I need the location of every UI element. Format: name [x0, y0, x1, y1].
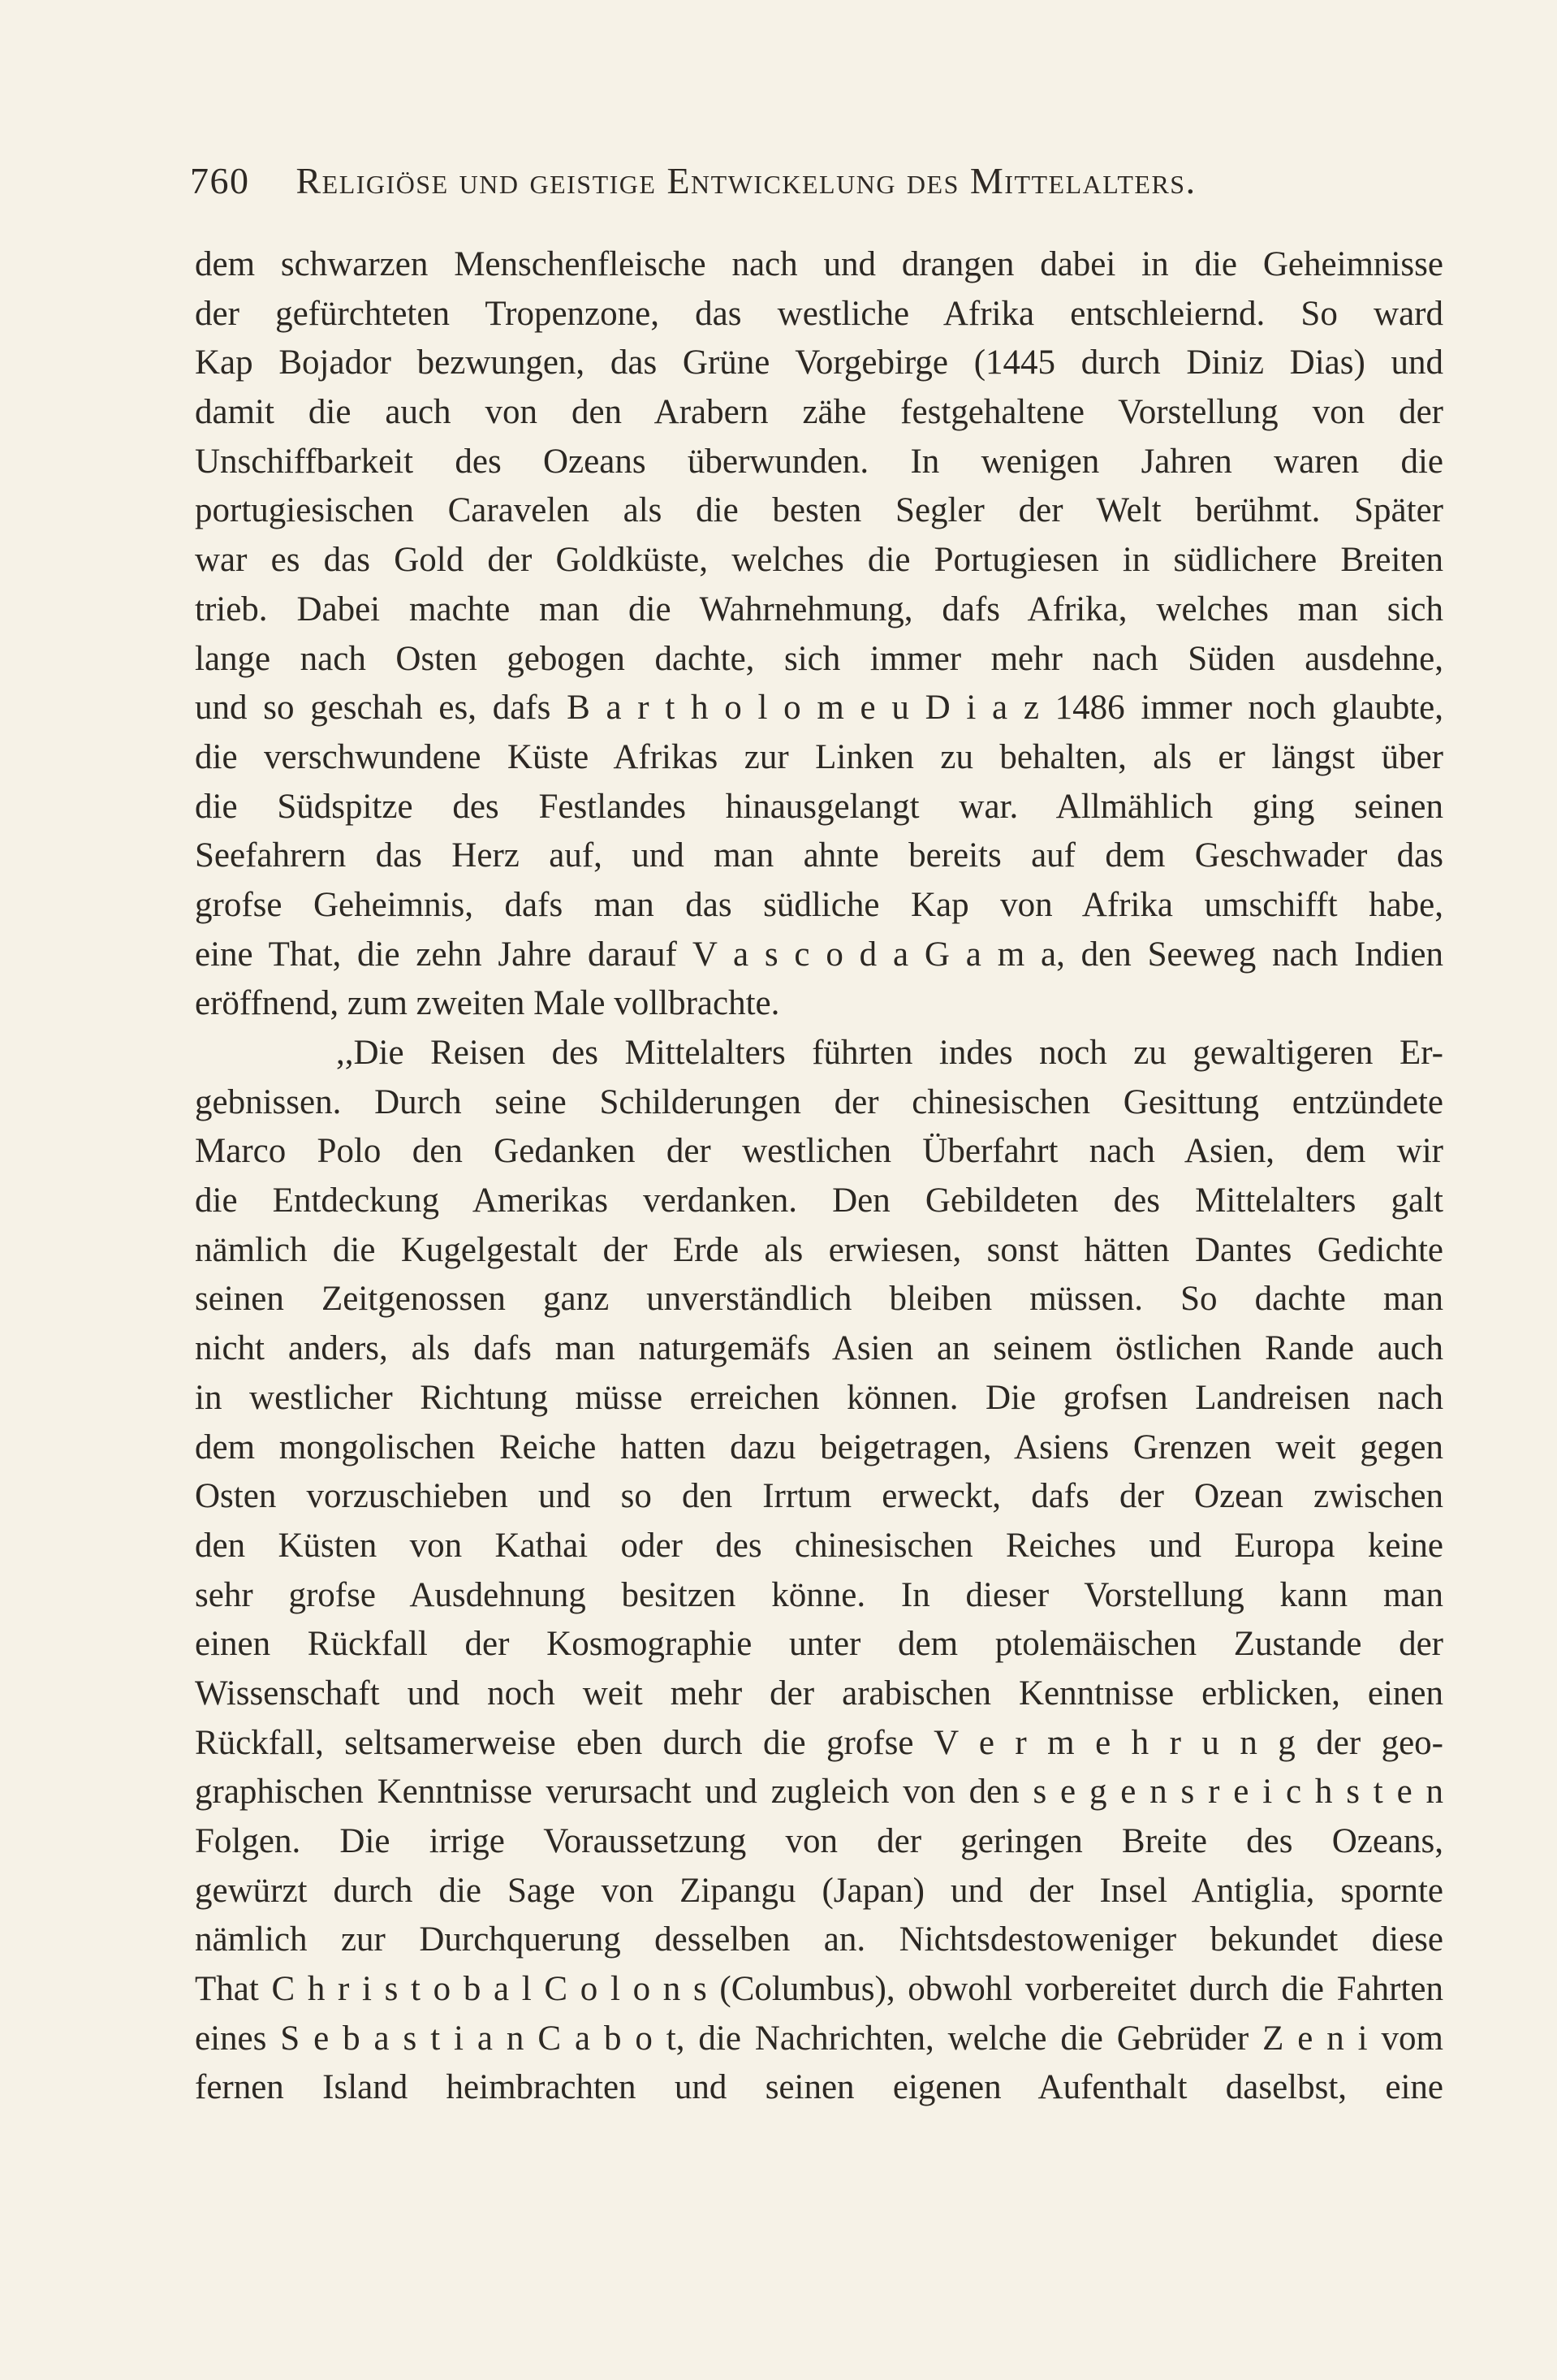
- running-header: [190, 159, 1359, 202]
- text-line: Unschiffbarkeit des Ozeans überwunden. In wenigen Jahren waren die: [195, 442, 1443, 481]
- text-line: nämlich die Kugelgestalt der Erde als erwiesen, sonst hätten Dantes Gedichte: [195, 1230, 1443, 1269]
- text-line: ,,Die Reisen des Mittelalters führten indes noch zu gewaltigeren Er-: [336, 1034, 1443, 1072]
- text-line: der gefürchteten Tropenzone, das westliche Afrika entschleiernd. So ward: [195, 294, 1443, 333]
- text-line: portugiesischen Caravelen als die besten Segler der Welt berühmt. Später: [195, 491, 1443, 530]
- text-line: gebnissen. Durch seine Schilderungen der chinesischen Gesittung entzündete: [195, 1082, 1443, 1121]
- text-line: That C h r i s t o b a l C o l o n s (Columbus), obwohl vorbereitet durch die Fahrten: [195, 1970, 1443, 2009]
- text-line: die Südspitze des Festlandes hinausgelangt war. Allmählich ging seinen: [195, 787, 1443, 826]
- text-line: die verschwundene Küste Afrikas zur Linken zu behalten, als er längst über: [195, 737, 1443, 776]
- page-number: 760: [190, 160, 250, 201]
- text-line: trieb. Dabei machte man die Wahrnehmung, dafs Afrika, welches man sich: [195, 590, 1443, 628]
- body-text: [195, 240, 1443, 2113]
- text-line: den Küsten von Kathai oder des chinesischen Reiches und Europa keine: [195, 1526, 1443, 1565]
- text-line: sehr grofse Ausdehnung besitzen könne. In dieser Vorstellung kann man: [195, 1575, 1443, 1614]
- text-line: und so geschah es, dafs B a r t h o l o m e u D i a z 1486 immer noch glaubte,: [195, 689, 1443, 728]
- text-line: nämlich zur Durchquerung desselben an. Nichtsdestoweniger bekundet diese: [195, 1920, 1443, 1959]
- text-line: Folgen. Die irrige Voraussetzung von der geringen Breite des Ozeans,: [195, 1822, 1443, 1860]
- text-line: war es das Gold der Goldküste, welches die Portugiesen in südlichere Breiten: [195, 541, 1443, 580]
- text-line: in westlicher Richtung müsse erreichen können. Die grofsen Landreisen nach: [195, 1378, 1443, 1417]
- text-line: fernen Island heimbrachten und seinen eigenen Aufenthalt daselbst, eine: [195, 2068, 1443, 2107]
- text-line: graphischen Kenntnisse verursacht und zugleich von den s e g e n s r e i c h s t e n: [195, 1773, 1443, 1812]
- text-line: Kap Bojador bezwungen, das Grüne Vorgebirge (1445 durch Diniz Dias) und: [195, 343, 1443, 382]
- text-line: lange nach Osten gebogen dachte, sich immer mehr nach Süden ausdehne,: [195, 639, 1443, 678]
- text-line: nicht anders, als dafs man naturgemäfs Asien an seinem östlichen Rande auch: [195, 1329, 1443, 1368]
- text-line: Marco Polo den Gedanken der westlichen Überfahrt nach Asien, dem wir: [195, 1132, 1443, 1171]
- text-line: Seefahrern das Herz auf, und man ahnte bereits auf dem Geschwader das: [195, 836, 1443, 875]
- text-line: Wissenschaft und noch weit mehr der arabischen Kenntnisse erblicken, einen: [195, 1674, 1443, 1713]
- text-line: damit die auch von den Arabern zähe festgehaltene Vorstellung von der: [195, 393, 1443, 432]
- running-title: Religiöse und geistige Entwickelung des Mittelalters.: [295, 160, 1197, 201]
- text-line: die Entdeckung Amerikas verdanken. Den Gebildeten des Mittelalters galt: [195, 1181, 1443, 1220]
- text-line: eine That, die zehn Jahre darauf V a s c o d a G a m a, den Seeweg nach Indien: [195, 935, 1443, 974]
- text-line: eines S e b a s t i a n C a b o t, die Nachrichten, welche die Gebrüder Z e n i vom: [195, 2019, 1443, 2058]
- text-line: eröffnend, zum zweiten Male vollbrachte.: [195, 984, 780, 1023]
- text-line: Osten vorzuschieben und so den Irrtum erweckt, dafs der Ozean zwischen: [195, 1477, 1443, 1516]
- text-line: gewürzt durch die Sage von Zipangu (Japan) und der Insel Antiglia, spornte: [195, 1871, 1443, 1910]
- text-line: Rückfall, seltsamerweise eben durch die grofse V e r m e h r u n g der geo-: [195, 1723, 1443, 1762]
- text-line: dem schwarzen Menschenfleische nach und drangen dabei in die Geheimnisse: [195, 245, 1443, 283]
- text-line: grofse Geheimnis, dafs man das südliche Kap von Afrika umschifft habe,: [195, 885, 1443, 924]
- text-line: seinen Zeitgenossen ganz unverständlich bleiben müssen. So dachte man: [195, 1280, 1443, 1319]
- text-line: dem mongolischen Reiche hatten dazu beigetragen, Asiens Grenzen weit gegen: [195, 1428, 1443, 1466]
- text-line: einen Rückfall der Kosmographie unter dem ptolemäischen Zustande der: [195, 1625, 1443, 1664]
